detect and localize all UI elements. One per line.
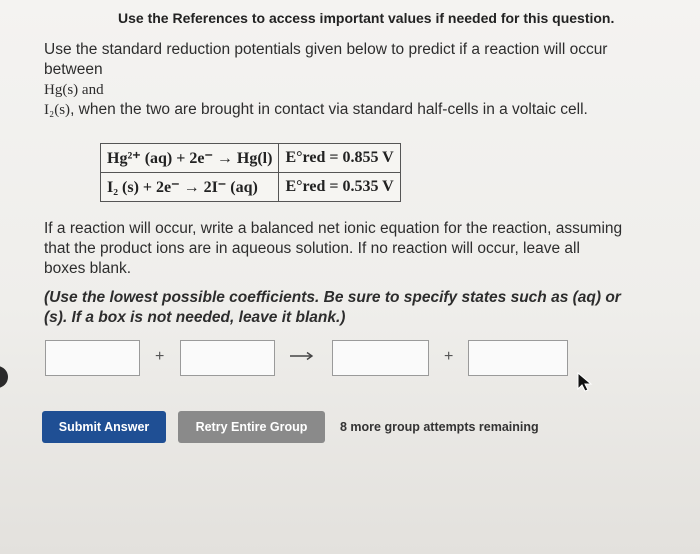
potential-value: = 0.855 V <box>329 149 394 166</box>
intro-line-2: between <box>44 61 103 78</box>
potential-value: = 0.535 V <box>329 178 394 195</box>
reaction-prompt <box>44 219 622 279</box>
window-edge-decoration <box>0 366 8 388</box>
half-reaction-i2: I₂ (s) + 2e⁻ → 2I⁻ (aq) <box>101 173 279 202</box>
prompt-line-3: boxes blank. <box>44 260 132 277</box>
table-row <box>101 144 401 173</box>
intro-line-1: Use the standard reduction potentials given below to predict if a reaction will occur <box>44 41 608 58</box>
species-2-formula: I₂(s) <box>44 102 71 118</box>
mouse-cursor-icon <box>577 372 595 392</box>
retry-group-button[interactable]: Retry Entire Group <box>178 411 325 443</box>
half-reaction-hg: Hg²⁺ (aq) + 2e⁻ → Hg(l) <box>101 144 279 173</box>
instructions-line-2: (s). If a box is not needed, leave it blank.) <box>44 309 346 326</box>
attempts-remaining: 8 more group attempts remaining <box>340 420 539 434</box>
prompt-line-2: that the product ions are in aqueous solution. If no reaction will occur, leave all <box>44 240 580 257</box>
reactant-box-2[interactable] <box>180 340 275 376</box>
coefficient-instructions <box>44 288 621 328</box>
potential-i2 <box>279 173 400 202</box>
species-1: Hg(s) and <box>44 82 104 98</box>
reactant-box-1[interactable] <box>45 340 140 376</box>
potential-label: E°red <box>285 149 326 166</box>
plus-sign: + <box>444 348 454 365</box>
reaction-arrow-icon <box>290 351 314 361</box>
references-note: Use the References to access important values if needed for this question. <box>118 10 615 26</box>
potential-label: E°red <box>285 178 326 195</box>
instructions-line-1: (Use the lowest possible coefficients. Be sure to specify states such as (aq) or <box>44 289 621 306</box>
reduction-potentials-table <box>100 143 401 202</box>
prompt-line-1: If a reaction will occur, write a balanced net ionic equation for the reaction, assuming <box>44 220 623 237</box>
species-2-text: , when the two are brought in contact via standard half-cells in a voltaic cell. <box>70 101 588 118</box>
species-2 <box>44 100 607 120</box>
question-intro <box>44 40 607 120</box>
potential-hg <box>279 144 400 173</box>
plus-sign: + <box>155 348 165 365</box>
product-box-2[interactable] <box>468 340 568 376</box>
product-box-1[interactable] <box>332 340 429 376</box>
table-row <box>101 173 401 202</box>
submit-answer-button[interactable]: Submit Answer <box>42 411 166 443</box>
